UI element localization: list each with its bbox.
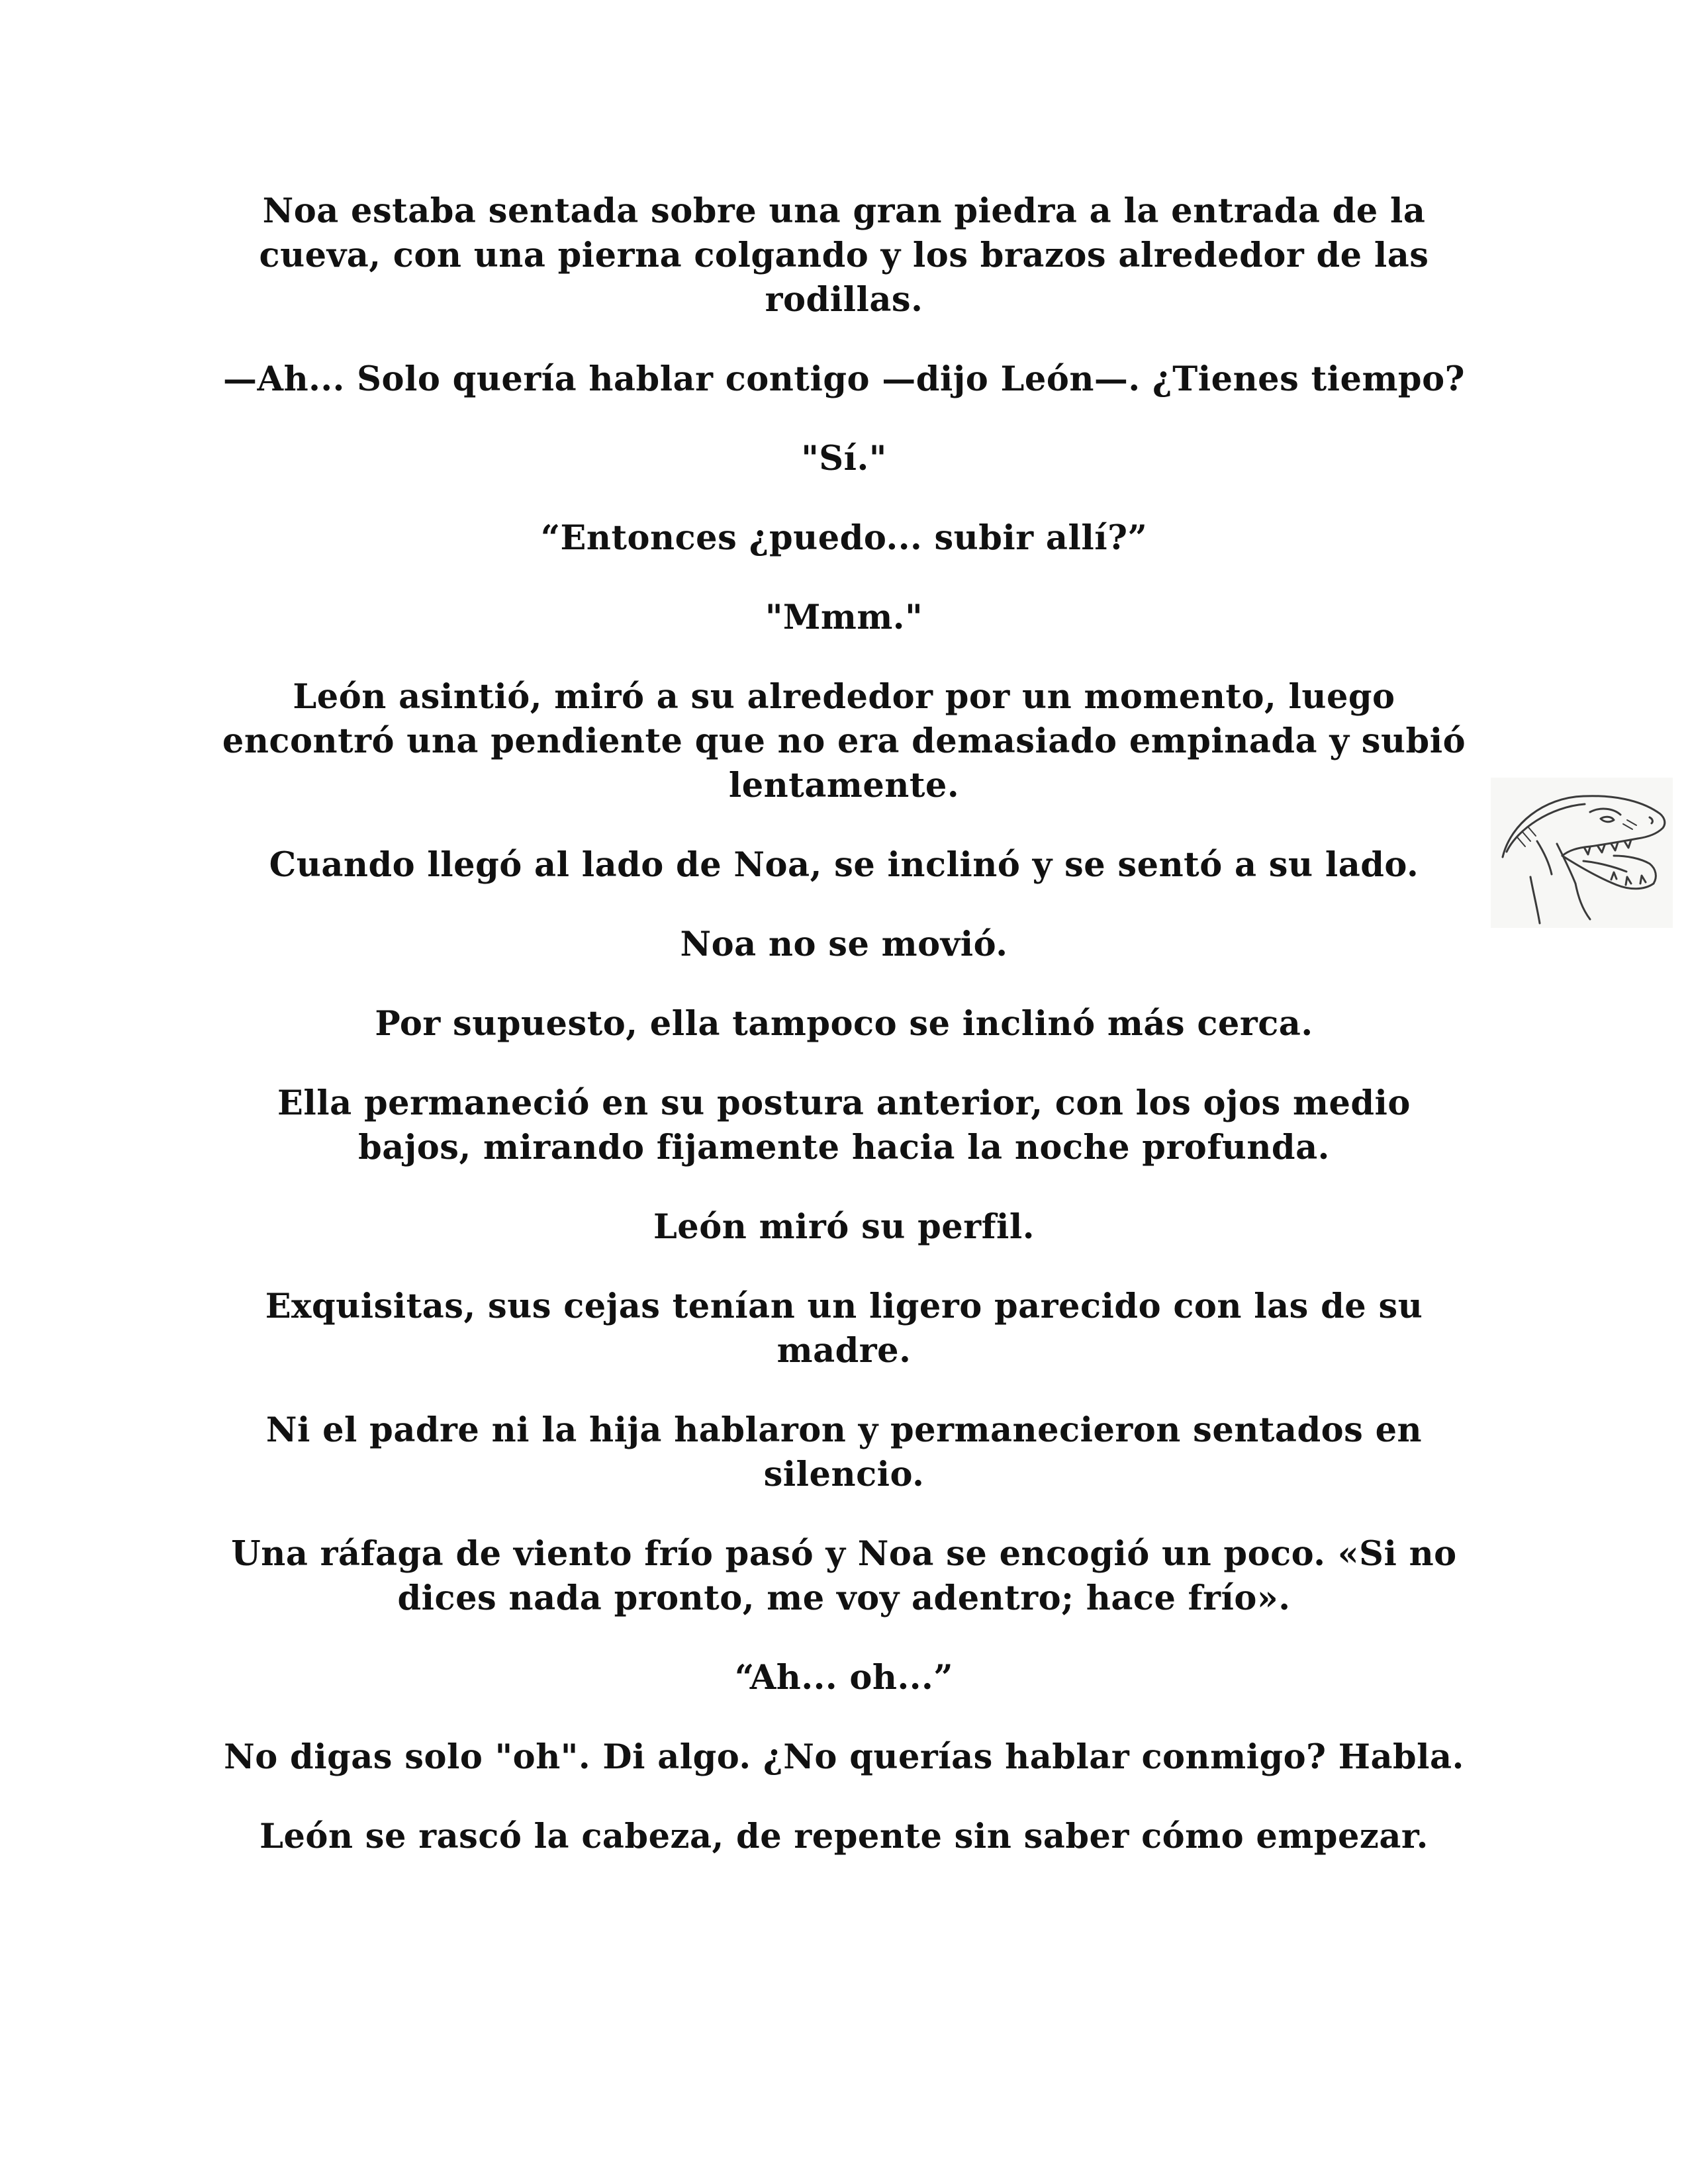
paragraph-7: Cuando llegó al lado de Noa, se inclinó y se sentó a su lado. — [269, 845, 1419, 885]
paragraph-15: “Ah... oh...” — [734, 1658, 954, 1698]
paragraph-4: “Entonces ¿puedo... subir allí?” — [540, 518, 1148, 558]
paragraph-14: Una ráfaga de viento frío pasó y Noa se encogió un poco. «Si no dices nada pronto, me voy adentro; hace frío». — [231, 1534, 1457, 1618]
paragraph-2: —Ah... Solo quería hablar contigo —dijo León—. ¿Tienes tiempo? — [223, 359, 1465, 399]
paragraph-10: Ella permaneció en su postura anterior, con los ojos medio bajos, mirando fijamente hacia la noche profunda. — [277, 1083, 1411, 1167]
paragraph-6: León asintió, miró a su alrededor por un momento, luego encontró una pendiente que no era demasiado empinada y subió lentamente. — [222, 677, 1466, 805]
dinosaur-head-sketch-icon — [1491, 778, 1673, 928]
paragraph-12: Exquisitas, sus cejas tenían un ligero parecido con las de su madre. — [265, 1287, 1423, 1371]
paragraph-9: Por supuesto, ella tampoco se inclinó más cerca. — [375, 1004, 1313, 1044]
paragraph-3: "Sí." — [801, 439, 887, 478]
story-text — [218, 189, 1470, 1894]
paragraph-11: León miró su perfil. — [653, 1207, 1035, 1247]
paragraph-17: León se rascó la cabeza, de repente sin saber cómo empezar. — [259, 1817, 1429, 1856]
paragraph-8: Noa no se movió. — [680, 925, 1008, 964]
paragraph-13: Ni el padre ni la hija hablaron y permanecieron sentados en silencio. — [265, 1410, 1423, 1494]
paragraph-16: No digas solo "oh". Di algo. ¿No querías hablar conmigo? Habla. — [224, 1737, 1464, 1777]
paragraph-5: "Mmm." — [765, 598, 923, 637]
paragraph-1: Noa estaba sentada sobre una gran piedra a la entrada de la cueva, con una pierna colgando y los brazos alrededor de las rodillas. — [259, 191, 1429, 320]
